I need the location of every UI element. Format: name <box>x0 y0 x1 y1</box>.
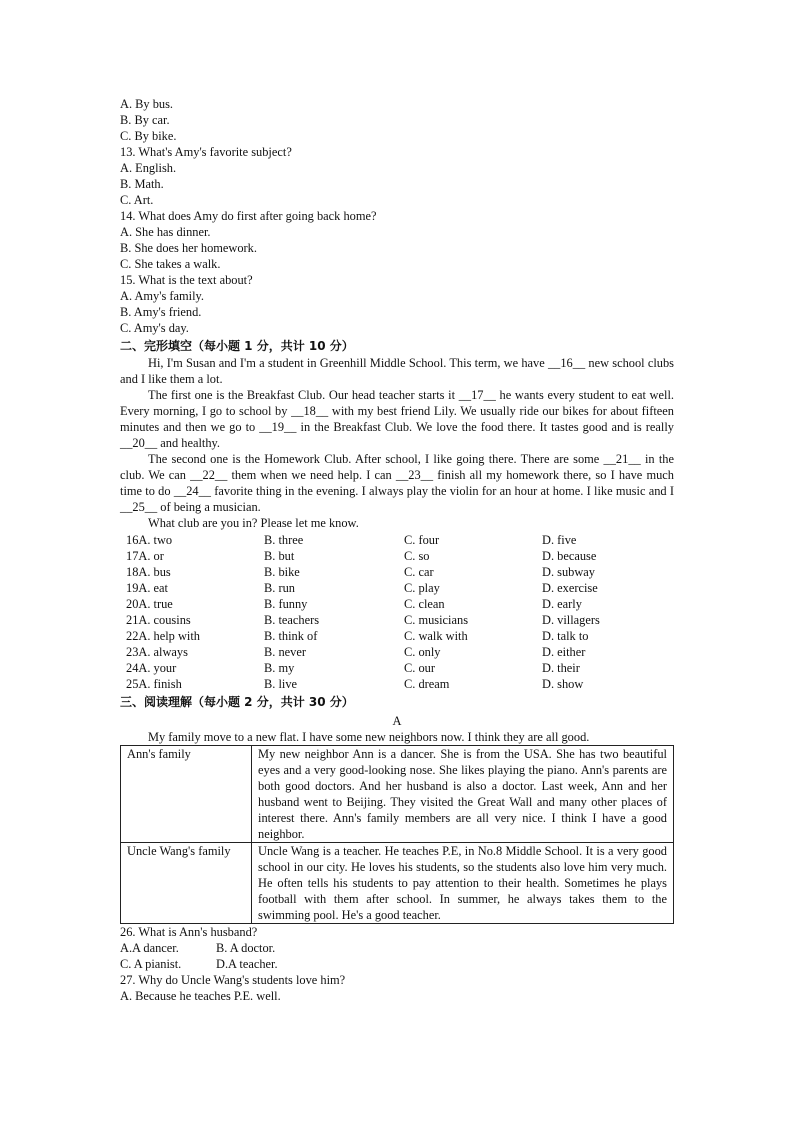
question-15: 15. What is the text about? <box>120 273 253 287</box>
option-c: C. A pianist. <box>120 957 182 971</box>
option-b: B. teachers <box>264 613 320 627</box>
option-c: C. walk with <box>404 629 468 643</box>
passage-intro: My family move to a new flat. I have some new neighbors now. I think they are all good. <box>148 730 590 744</box>
options-row-24 <box>126 660 674 676</box>
top-questions <box>120 96 674 336</box>
option-d: D. either <box>542 645 586 659</box>
page-content <box>120 96 674 1004</box>
option-a: 16A. two <box>126 533 173 547</box>
option-b: B. run <box>264 581 295 595</box>
option-line: B. By car. <box>120 113 170 127</box>
option-b: B. never <box>264 645 306 659</box>
option-a: 17A. or <box>126 549 164 563</box>
option-d: D. early <box>542 597 582 611</box>
question-26-options-row-1 <box>120 940 674 956</box>
option-a: 18A. bus <box>126 565 171 579</box>
option-c: C. play <box>404 581 440 595</box>
table-row <box>121 746 674 843</box>
reading-questions <box>120 924 674 1004</box>
option-line: A. By bus. <box>120 97 174 111</box>
family-description-cell: My new neighbor Ann is a dancer. She is from the USA. She has two beautiful eyes and a very good-looking nose. She likes playing the piano. Ann's parents are both good doctors. And her husband is also a doctor. Last week, Ann and her husband went to Beijing. They visited the Great Wall and many other places of interest there. Ann's family members are all very nice. I think I have a good neighbor. <box>252 746 674 843</box>
neighbors-table <box>120 745 674 924</box>
question-14: 14. What does Amy do first after going back home? <box>120 209 377 223</box>
options-row-25 <box>126 676 674 692</box>
option-c: C. musicians <box>404 613 469 627</box>
option-line: B. She does her homework. <box>120 241 257 255</box>
family-description-cell: Uncle Wang is a teacher. He teaches P.E, in No.8 Middle School. It is a very good school in our city. He loves his students, so the students also love him very much. He often tells his students to pay attention to their health. Sometimes he plays football with them after school. In summer, he always takes them to the swimming pool. He's a good teacher. <box>252 843 674 924</box>
option-line: B. Amy's friend. <box>120 305 202 319</box>
option-c: C. four <box>404 533 440 547</box>
cloze-paragraph-1: Hi, I'm Susan and I'm a student in Greenhill Middle School. This term, we have __16__ new school clubs and I like them a lot. <box>120 356 674 386</box>
option-line: C. She takes a walk. <box>120 257 221 271</box>
option-line: C. By bike. <box>120 129 177 143</box>
cloze-passage <box>120 355 674 531</box>
option-b: B. A doctor. <box>216 941 276 955</box>
option-a: 22A. help with <box>126 629 200 643</box>
passage-label: A <box>392 714 402 728</box>
option-d: D. their <box>542 661 580 675</box>
options-row-21 <box>126 612 674 628</box>
options-row-23 <box>126 644 674 660</box>
option-c: C. car <box>404 565 434 579</box>
option-line: B. Math. <box>120 177 164 191</box>
section-2-heading: 二、完形填空（每小题 1 分，共计 10 分） <box>120 339 354 353</box>
option-b: B. funny <box>264 597 308 611</box>
option-b: B. live <box>264 677 298 691</box>
option-d: D. talk to <box>542 629 589 643</box>
option-a: 19A. eat <box>126 581 168 595</box>
option-line: A. She has dinner. <box>120 225 211 239</box>
question-26-options-row-2 <box>120 956 674 972</box>
option-c: C. only <box>404 645 441 659</box>
section-3-heading: 三、阅读理解（每小题 2 分，共计 30 分） <box>120 695 354 709</box>
option-a: A. Because he teaches P.E. well. <box>120 989 281 1003</box>
option-line: C. Art. <box>120 193 154 207</box>
cloze-paragraph-2: The first one is the Breakfast Club. Our head teacher starts it __17__ he wants every student to eat well. Every morning, I go to school by __18__ with my best friend Lily. We usually ride our bikes for about fifteen minutes and then we go to __19__ in the Breakfast Club. We love the food there. It tastes good and is really __20__ and healthy. <box>120 388 674 450</box>
option-d: D. subway <box>542 565 595 579</box>
family-name-cell: Ann's family <box>121 746 252 843</box>
option-c: C. so <box>404 549 430 563</box>
options-row-17 <box>126 548 674 564</box>
option-a: 20A. true <box>126 597 173 611</box>
option-d: D. show <box>542 677 584 691</box>
options-row-20 <box>126 596 674 612</box>
option-c: C. our <box>404 661 435 675</box>
option-b: B. my <box>264 661 295 675</box>
cloze-closing: What club are you in? Please let me know. <box>148 516 359 530</box>
family-name-cell: Uncle Wang's family <box>121 843 252 924</box>
cloze-paragraph-3: The second one is the Homework Club. After school, I like going there. There are some __21__ in the club. We can __22__ them when we need help. I can __23__ finish all my homework there, so I have much time to do __24__ favorite thing in the evening. I always play the violin for an hour at home. I like music and I __25__ of being a musician. <box>120 452 674 514</box>
option-b: B. think of <box>264 629 318 643</box>
option-d: D. villagers <box>542 613 600 627</box>
option-d: D.A teacher. <box>216 957 278 971</box>
question-13: 13. What's Amy's favorite subject? <box>120 145 292 159</box>
option-line: C. Amy's day. <box>120 321 189 335</box>
cloze-options <box>126 532 674 692</box>
option-a: 25A. finish <box>126 677 182 691</box>
option-a: A.A dancer. <box>120 941 179 955</box>
option-a: 24A. your <box>126 661 177 675</box>
option-b: B. but <box>264 549 295 563</box>
option-b: B. bike <box>264 565 300 579</box>
option-a: 21A. cousins <box>126 613 191 627</box>
options-row-16 <box>126 532 674 548</box>
option-c: C. clean <box>404 597 445 611</box>
table-row <box>121 843 674 924</box>
option-line: A. Amy's family. <box>120 289 205 303</box>
option-d: D. exercise <box>542 581 598 595</box>
options-row-18 <box>126 564 674 580</box>
option-b: B. three <box>264 533 304 547</box>
question-26: 26. What is Ann's husband? <box>120 925 258 939</box>
options-row-19 <box>126 580 674 596</box>
option-d: D. five <box>542 533 577 547</box>
option-d: D. because <box>542 549 597 563</box>
question-27: 27. Why do Uncle Wang's students love him? <box>120 973 346 987</box>
options-row-22 <box>126 628 674 644</box>
option-a: 23A. always <box>126 645 188 659</box>
option-line: A. English. <box>120 161 177 175</box>
option-c: C. dream <box>404 677 450 691</box>
